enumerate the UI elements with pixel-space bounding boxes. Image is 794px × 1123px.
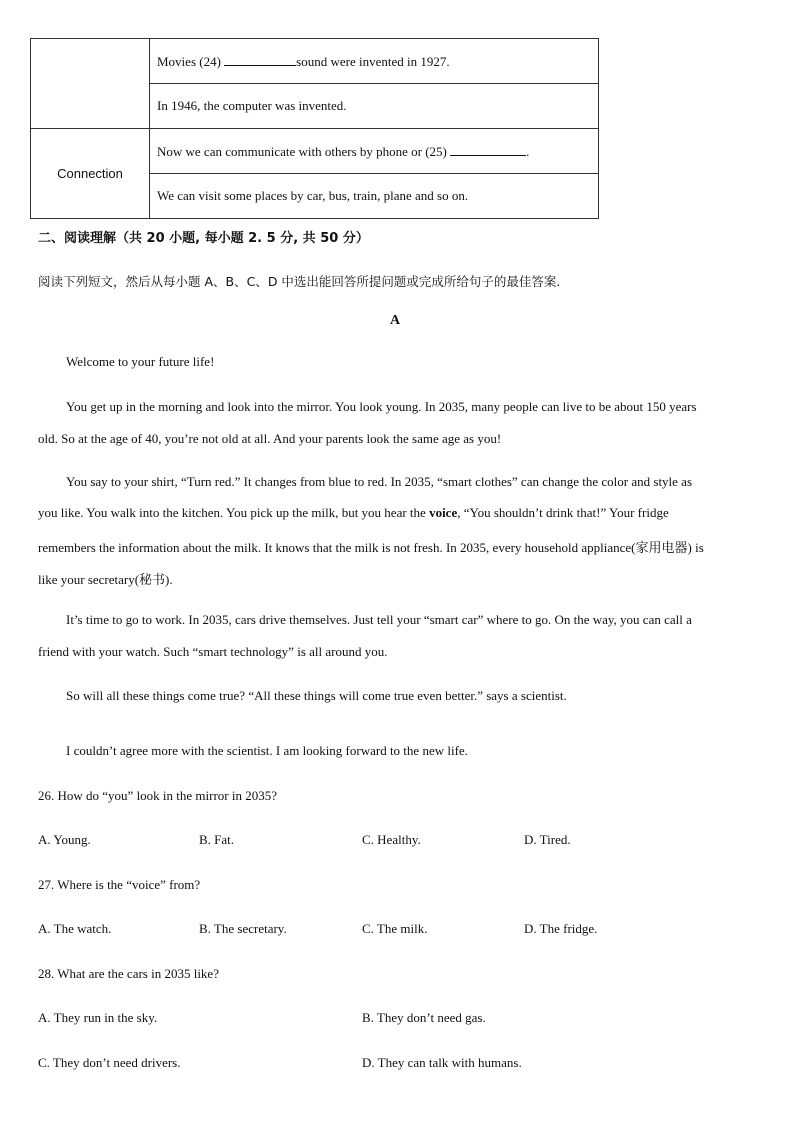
paragraph-line: old. So at the age of 40, you’re not old at all. And your parents look the same age as you!: [38, 431, 502, 446]
paragraph-line: It’s time to go to work. In 2035, cars drive themselves. Just tell your “smart car” where to go. On the way, you can call a: [66, 612, 692, 627]
row-text: Movies (24): [157, 53, 225, 69]
table-row: [150, 39, 599, 84]
paragraph-line: You say to your shirt, “Turn red.” It changes from blue to red. In 2035, “smart clothes” can change the color and style as: [66, 474, 693, 489]
info-table: [30, 38, 599, 219]
option-a[interactable]: A. The watch.: [38, 921, 112, 936]
answer-blank-24[interactable]: [224, 53, 296, 66]
connection-label: Connection: [31, 129, 150, 219]
answer-blank-25[interactable]: [450, 143, 526, 156]
option-d[interactable]: D. The fridge.: [524, 921, 598, 936]
empty-label-cell: [31, 39, 150, 129]
instruction: 阅读下列短文，然后从每小题 A、B、C、D 中选出能回答所提问题或完成所给句子的最佳答案.: [38, 274, 561, 289]
voice-word: voice: [429, 505, 458, 520]
option-d[interactable]: D. They can talk with humans.: [362, 1055, 522, 1070]
table-row: In 1946, the computer was invented.: [150, 84, 599, 129]
table-row: We can visit some places by car, bus, train, plane and so on.: [150, 174, 599, 219]
passage-label: A: [390, 313, 401, 328]
paragraph-line: you like. You walk into the kitchen. You pick up the milk, but you hear the voice, “You shouldn’t drink that!” Your fridge: [38, 505, 669, 520]
section-title: 二、阅读理解（共 20 小题, 每小题 2. 5 分, 共 50 分）: [38, 231, 369, 246]
paragraph-line: You get up in the morning and look into the mirror. You look young. In 2035, many people can live to be about 150 years: [66, 399, 697, 414]
option-b[interactable]: B. Fat.: [199, 832, 235, 847]
option-c[interactable]: C. Healthy.: [362, 832, 421, 847]
option-a[interactable]: A. Young.: [38, 832, 91, 847]
paragraph-line: remembers the information about the milk. It knows that the milk is not fresh. In 2035, every household appliance(家用电器) is: [38, 540, 704, 555]
row-text: sound were invented in 1927.: [296, 53, 450, 69]
paragraph-line: friend with your watch. Such “smart technology” is all around you.: [38, 644, 388, 659]
row-text: .: [526, 143, 530, 159]
option-c[interactable]: C. The milk.: [362, 921, 428, 936]
paragraph: Welcome to your future life!: [66, 354, 215, 369]
question-stem: 27. Where is the “voice” from?: [38, 877, 201, 892]
option-a[interactable]: A. They run in the sky.: [38, 1010, 158, 1025]
option-c[interactable]: C. They don’t need drivers.: [38, 1055, 181, 1070]
paragraph: So will all these things come true? “All these things will come true even better.” says a scientist.: [66, 688, 567, 703]
option-d[interactable]: D. Tired.: [524, 832, 571, 847]
paragraph-line: like your secretary(秘书).: [38, 572, 173, 587]
option-b[interactable]: B. They don’t need gas.: [362, 1010, 486, 1025]
row-text: Now we can communicate with others by phone or (25): [157, 143, 451, 159]
table-row: [150, 129, 599, 174]
question-stem: 28. What are the cars in 2035 like?: [38, 966, 219, 981]
option-b[interactable]: B. The secretary.: [199, 921, 287, 936]
paragraph: I couldn’t agree more with the scientist. I am looking forward to the new life.: [66, 743, 468, 758]
question-stem: 26. How do “you” look in the mirror in 2035?: [38, 788, 278, 803]
